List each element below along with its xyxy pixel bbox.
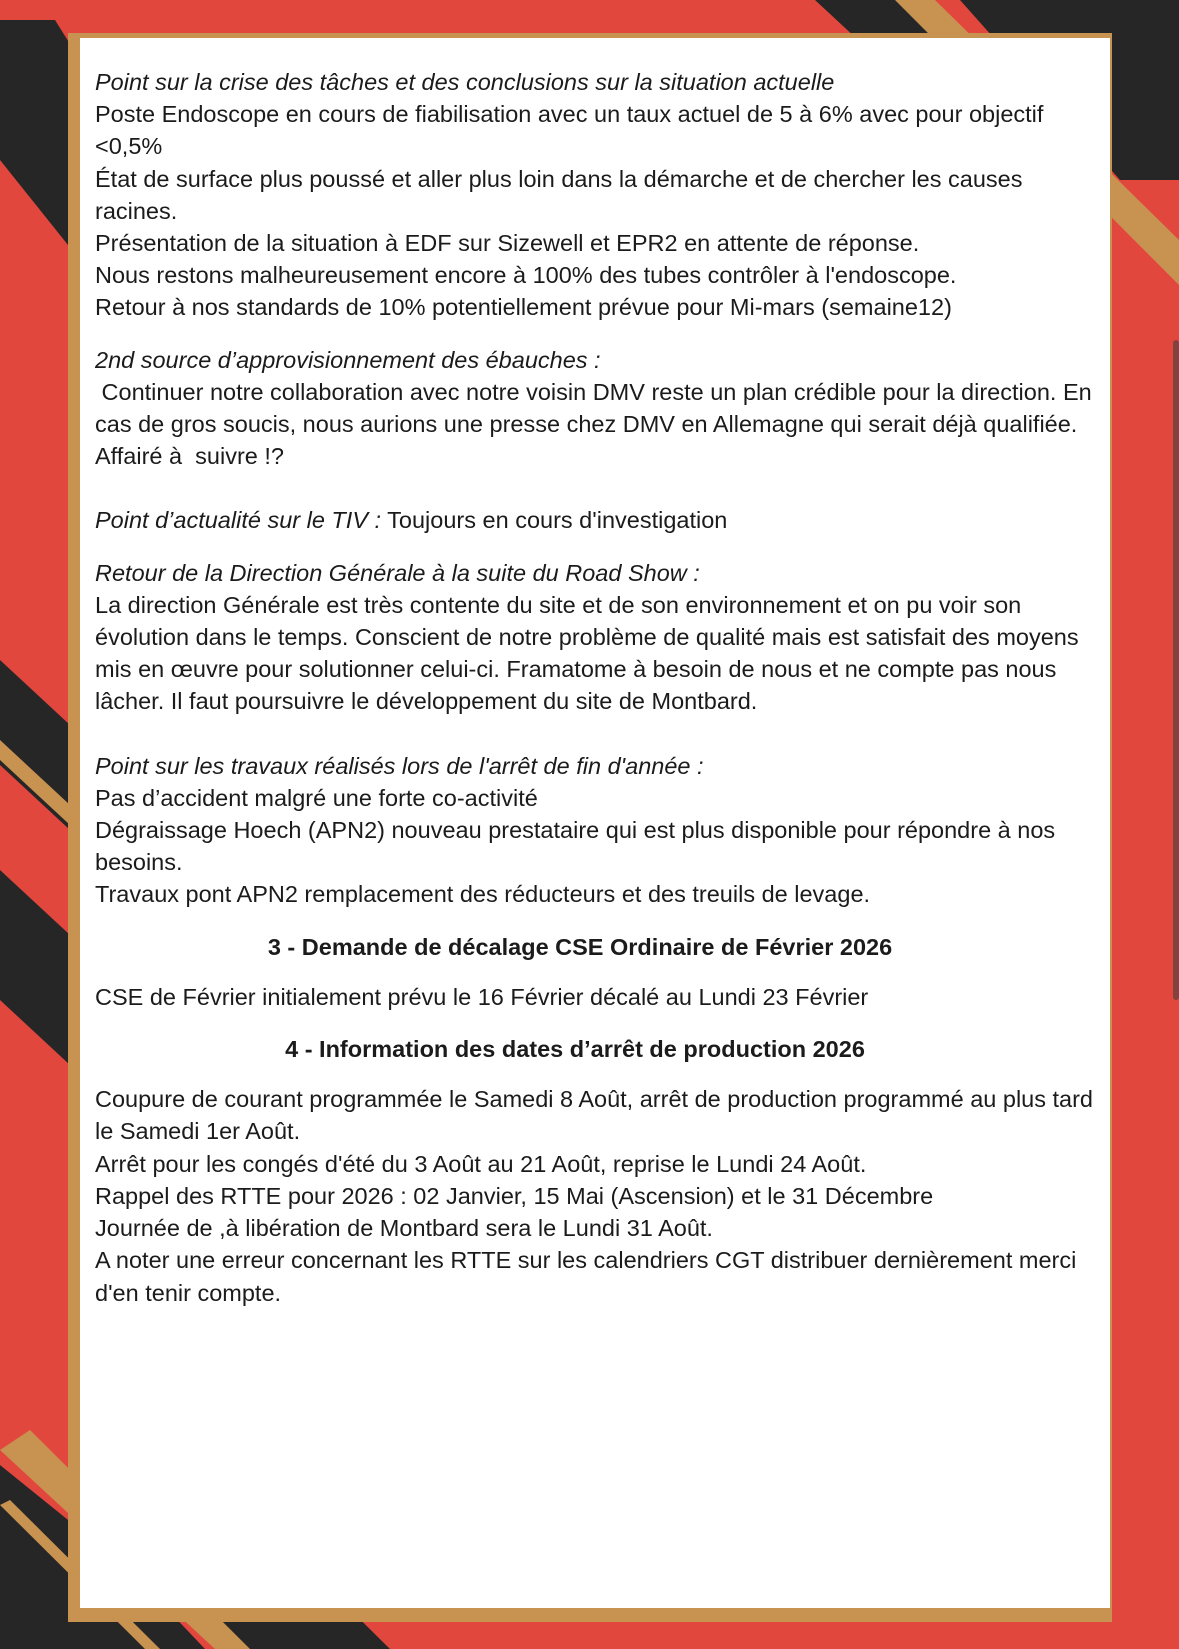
paragraph: Pas d’accident malgré une forte co-activité: [95, 784, 538, 811]
document-page: [80, 38, 1110, 1608]
section-source: [95, 344, 1099, 473]
document-content: [95, 66, 1099, 1329]
paragraph: Rappel des RTTE pour 2026 : 02 Janvier, 15 Mai (Ascension) et le 31 Décembre: [95, 1182, 934, 1209]
heading-cse: 3 - Demande de décalage CSE Ordinaire de Février 2026: [267, 933, 893, 960]
paragraph: Arrêt pour les congés d'été du 3 Août au 21 Août, reprise le Lundi 24 Août.: [95, 1150, 867, 1177]
heading-production: 4 - Information des dates d’arrêt de production 2026: [285, 1036, 865, 1063]
paragraph: Nous restons malheureusement encore à 100% des tubes contrôler à l'endoscope.: [95, 262, 957, 289]
paragraph: Continuer notre collaboration avec notre voisin DMV reste un plan crédible pour la direction. En cas de gros soucis, nous aurions une presse chez DMV en Allemagne qui serait déjà qualifiée. Affairé à suivre !?: [95, 378, 1099, 470]
section-heading: 2nd source d’approvisionnement des ébauches :: [95, 346, 601, 373]
section-heading: Retour de la Direction Générale à la suite du Road Show :: [95, 559, 700, 586]
section-travaux: [95, 750, 1095, 911]
section-heading: Point sur la crise des tâches et des conclusions sur la situation actuelle: [95, 69, 835, 95]
section-heading: Point d’actualité sur le TIV :: [95, 507, 382, 534]
section-tiv: [95, 504, 1095, 536]
paragraph: Dégraissage Hoech (APN2) nouveau prestataire qui est plus disponible pour répondre à nos besoins.: [95, 817, 1056, 876]
paragraph: Travaux pont APN2 remplacement des réducteurs et des treuils de levage.: [95, 881, 871, 908]
section-direction: [95, 557, 1095, 718]
paragraph: CSE de Février initialement prévu le 16 Février décalé au Lundi 23 Février: [95, 983, 869, 1010]
paragraph: Coupure de courant programmée le Samedi 8 Août, arrêt de production programmé au plus tard le Samedi 1er Août.: [95, 1086, 1094, 1145]
paragraph: La direction Générale est très contente du site et de son environnement et on pu voir son évolution dans le temps. Conscient de notre problème de qualité mais est satisfait des moyens mis en œuvre pour solutionner celui-ci. Framatome à besoin de nous et ne compte pas nous lâcher. Il faut poursuivre le développement du site de Montbard.: [95, 591, 1079, 715]
paragraph: Retour à nos standards de 10% potentiellement prévue pour Mi-mars (semaine12): [95, 294, 952, 321]
section-cse: [95, 981, 1095, 1013]
section-production: [95, 1083, 1095, 1308]
paragraph: Toujours en cours d'investigation: [381, 507, 728, 534]
section-crise: [95, 66, 1095, 324]
paragraph: État de surface plus poussé et aller plus loin dans la démarche et de chercher les causes racines.: [95, 165, 1023, 224]
paragraph: Journée de ,à libération de Montbard sera le Lundi 31 Août.: [95, 1215, 713, 1242]
scrollbar[interactable]: [1173, 340, 1179, 1000]
stripe-left-black-2: [0, 870, 70, 1065]
paragraph: Poste Endoscope en cours de fiabilisation avec un taux actuel de 5 à 6% avec pour objectif <0,5%: [95, 101, 1044, 160]
paragraph: Présentation de la situation à EDF sur Sizewell et EPR2 en attente de réponse.: [95, 230, 920, 257]
paragraph: A noter une erreur concernant les RTTE sur les calendriers CGT distribuer dernièrement merci d'en tenir compte.: [95, 1247, 1077, 1306]
section-heading: Point sur les travaux réalisés lors de l'arrêt de fin d'année :: [95, 752, 704, 779]
